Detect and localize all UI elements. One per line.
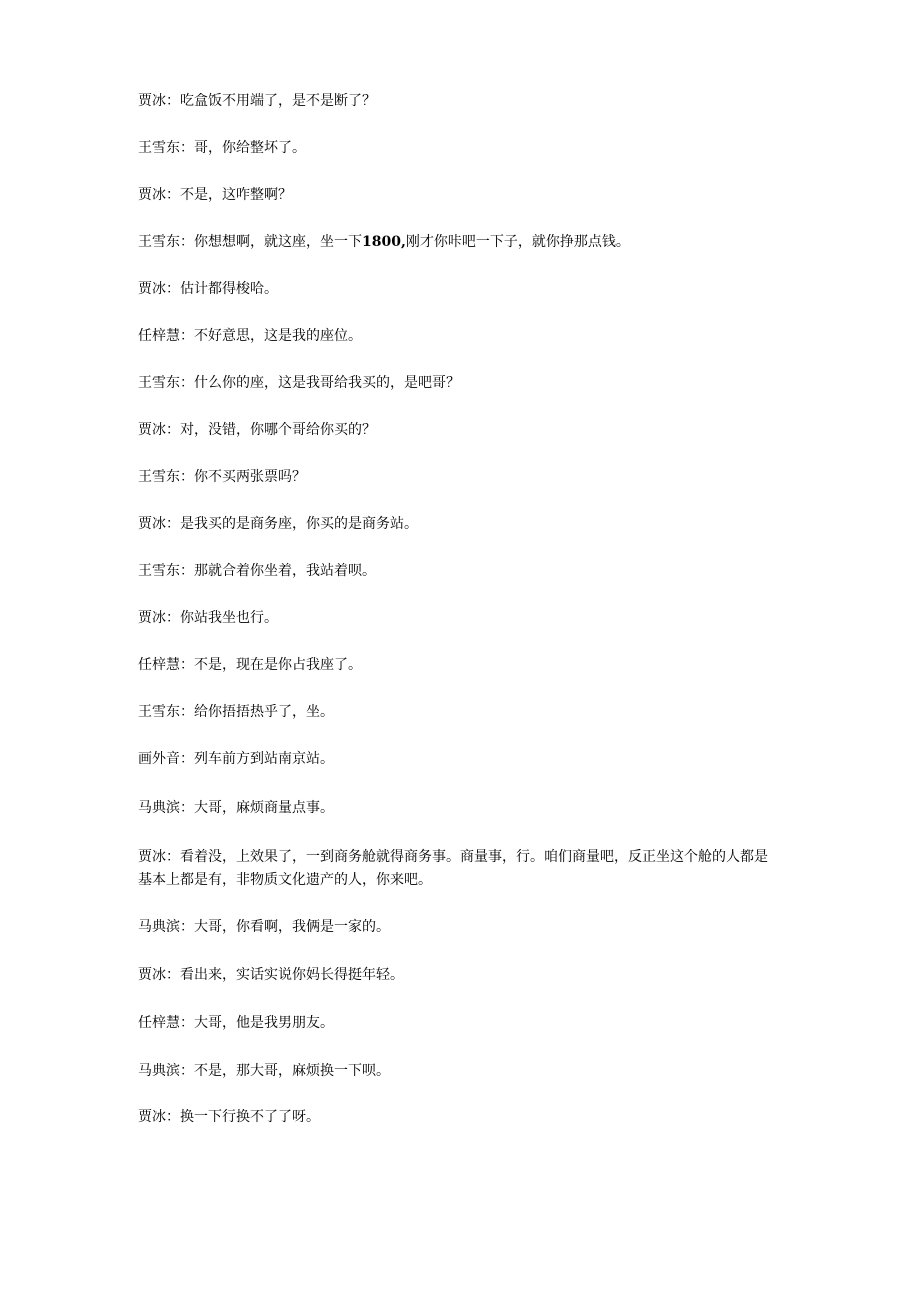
dialogue-line [138, 654, 788, 677]
speaker: 画外音 [138, 751, 180, 767]
separator: ： [166, 610, 180, 626]
dialogue-text: 哥，你给整坏了。 [194, 140, 306, 156]
speaker: 贾冰 [138, 187, 166, 203]
speaker: 贾冰 [138, 281, 166, 297]
speaker: 贾冰 [138, 610, 166, 626]
dialogue-line [138, 513, 788, 536]
dialogue-text: 大哥，你看啊，我俩是一家的。 [194, 919, 390, 935]
dialogue-text: 你想想啊，就这座，坐一下 [194, 234, 362, 250]
dialogue-line [138, 560, 788, 583]
separator: ： [180, 328, 194, 344]
separator: ： [180, 469, 194, 485]
dialogue-line [138, 916, 788, 939]
speaker: 马典滨 [138, 800, 180, 816]
separator: ： [180, 919, 194, 935]
dialogue-text: 不是，现在是你占我座了。 [194, 657, 362, 673]
dialogue-line [138, 90, 788, 113]
dialogue-text: 换一下行换不了了呀。 [180, 1109, 320, 1125]
separator: ： [180, 563, 194, 579]
separator: ： [180, 140, 194, 156]
dialogue-text: 看出来，实话实说你妈长得挺年轻。 [180, 967, 404, 983]
dialogue-text: 列车前方到站南京站。 [194, 751, 334, 767]
speaker: 王雪东 [138, 375, 180, 391]
dialogue-line [138, 419, 788, 442]
speaker: 贾冰 [138, 93, 166, 109]
speaker: 王雪东 [138, 704, 180, 720]
separator: ： [166, 422, 180, 438]
dialogue-line [138, 325, 788, 348]
speaker: 贾冰 [138, 516, 166, 532]
dialogue-text: 你不买两张票吗？ [194, 469, 306, 485]
dialogue-text: 你站我坐也行。 [180, 610, 278, 626]
price-number: 1800, [362, 234, 406, 250]
speaker: 王雪东 [138, 469, 180, 485]
dialogue-line [138, 1106, 788, 1129]
dialogue-line [138, 797, 788, 820]
speaker: 王雪东 [138, 563, 180, 579]
dialogue-line [138, 607, 788, 630]
separator: ： [166, 93, 180, 109]
separator: ： [180, 1015, 194, 1031]
dialogue-line [138, 1012, 788, 1035]
separator: ： [166, 516, 180, 532]
dialogue-text: 大哥，麻烦商量点事。 [194, 800, 334, 816]
separator: ： [166, 281, 180, 297]
dialogue-line [138, 846, 778, 892]
separator: ： [180, 657, 194, 673]
speaker: 王雪东 [138, 234, 180, 250]
dialogue-text: 看着没，上效果了，一到商务舱就得商务事。商量事，行。咱们商量吧，反正坐这个舱的人都是基本上都是有，非物质文化遗产的人，你来吧。 [138, 849, 768, 888]
dialogue-text: 刚才你咔吧一下子，就你挣那点钱。 [405, 234, 630, 250]
dialogue-text: 什么你的座，这是我哥给我买的，是吧哥？ [194, 375, 460, 391]
separator: ： [166, 967, 180, 983]
speaker: 任梓慧 [138, 328, 180, 344]
separator: ： [180, 375, 194, 391]
dialogue-line [138, 466, 788, 489]
dialogue-line [138, 964, 788, 987]
dialogue-text: 那就合着你坐着，我站着呗。 [194, 563, 376, 579]
separator: ： [180, 800, 194, 816]
dialogue-line [138, 1060, 788, 1083]
dialogue-text: 吃盒饭不用端了，是不是断了？ [180, 93, 376, 109]
speaker: 贾冰 [138, 849, 166, 865]
dialogue-line [138, 372, 788, 395]
dialogue-text: 给你捂捂热乎了，坐。 [194, 704, 334, 720]
speaker: 贾冰 [138, 967, 166, 983]
speaker: 王雪东 [138, 140, 180, 156]
dialogue-line [138, 748, 788, 771]
separator: ： [180, 751, 194, 767]
dialogue-line [138, 137, 788, 160]
dialogue-text: 不是，这咋整啊？ [180, 187, 292, 203]
speaker: 任梓慧 [138, 1015, 180, 1031]
dialogue-text: 估计都得梭哈。 [180, 281, 278, 297]
speaker: 贾冰 [138, 422, 166, 438]
dialogue-text: 对，没错，你哪个哥给你买的？ [180, 422, 376, 438]
dialogue-line [138, 231, 788, 254]
speaker: 马典滨 [138, 919, 180, 935]
speaker: 任梓慧 [138, 657, 180, 673]
dialogue-line [138, 278, 788, 301]
separator: ： [166, 187, 180, 203]
dialogue-line [138, 701, 788, 724]
separator: ： [180, 1063, 194, 1079]
dialogue-line [138, 184, 788, 207]
dialogue-text: 是我买的是商务座，你买的是商务站。 [180, 516, 418, 532]
dialogue-text: 不好意思，这是我的座位。 [194, 328, 362, 344]
dialogue-text: 不是，那大哥，麻烦换一下呗。 [194, 1063, 390, 1079]
separator: ： [180, 704, 194, 720]
separator: ： [166, 1109, 180, 1125]
separator: ： [180, 234, 194, 250]
separator: ： [166, 849, 180, 865]
speaker: 贾冰 [138, 1109, 166, 1125]
dialogue-text: 大哥，他是我男朋友。 [194, 1015, 334, 1031]
speaker: 马典滨 [138, 1063, 180, 1079]
